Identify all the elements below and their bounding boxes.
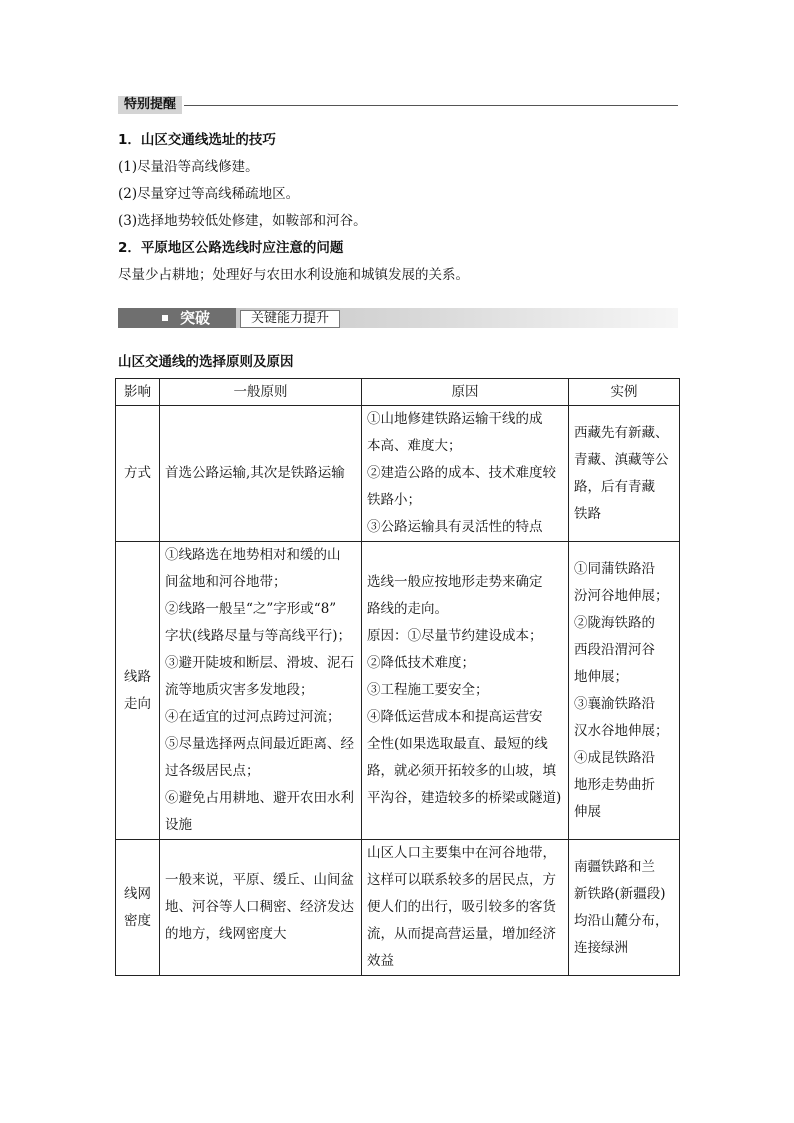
table-caption: 山区交通线的选择原则及原因	[118, 354, 294, 370]
cell-line: 新铁路(新疆段)	[574, 885, 666, 902]
example-cell	[569, 840, 680, 976]
cell-line: ①同蒲铁路沿	[574, 560, 655, 577]
tip-content	[118, 127, 688, 289]
cell-line: 这样可以联系较多的居民点，方	[367, 872, 556, 888]
tip-line: (2)尽量穿过等高线稀疏地区。	[118, 186, 300, 202]
cell-line: 青藏、滇藏等公	[574, 451, 669, 468]
cell-line: 地伸展；	[574, 668, 628, 685]
cell-line: ②降低技术难度；	[367, 655, 475, 671]
cell-line: 本高、难度大；	[367, 438, 462, 454]
cell-line: 西藏先有新藏、	[574, 424, 669, 441]
cell-line: 走向	[124, 695, 151, 712]
table-row	[116, 406, 680, 542]
tip-divider	[184, 105, 678, 106]
table-row	[116, 840, 680, 976]
example-cell	[569, 406, 680, 542]
cell-line: 汾河谷地伸展；	[574, 587, 669, 604]
cell-line: 设施	[165, 817, 192, 833]
cell-line: ③公路运输具有灵活性的特点	[367, 519, 543, 535]
banner-dark-block	[118, 308, 236, 328]
cell-line: 地形走势曲折	[574, 776, 655, 793]
principle-cell	[160, 840, 362, 976]
cell-line: ③避开陡坡和断层、滑坡、泥石	[165, 655, 354, 671]
tip-line: (3)选择地势较低处修建，如鞍部和河谷。	[118, 213, 367, 229]
tip-line: 1．山区交通线选址的技巧	[118, 132, 276, 148]
cell-line: ②线路一般呈“之”字形或“8”	[165, 601, 337, 617]
banner-subtitle: 关键能力提升	[240, 310, 340, 328]
tip-line: (1)尽量沿等高线修建。	[118, 159, 259, 175]
cell-line: 效益	[367, 953, 394, 969]
cell-line: ⑥避免占用耕地、避开农田水利	[165, 790, 354, 806]
principle-cell	[160, 542, 362, 840]
cell-line: 一般来说，平原、缓丘、山间盆	[165, 872, 354, 888]
cell-line: 流，从而提高营运量，增加经济	[367, 926, 556, 942]
cell-line: 原因：①尽量节约建设成本；	[367, 628, 543, 644]
reason-cell	[362, 406, 569, 542]
factor-cell	[116, 840, 160, 976]
cell-line: ⑤尽量选择两点间最近距离、经	[165, 736, 354, 752]
header-reason: 原因	[362, 379, 569, 406]
cell-line: 字状(线路尽量与等高线平行)；	[165, 628, 352, 644]
cell-line: 地、河谷等人口稠密、经济发达	[165, 899, 354, 915]
header-principle: 一般原则	[160, 379, 362, 406]
tip-line: 2．平原地区公路选线时应注意的问题	[118, 240, 344, 256]
cell-line: 路线的走向。	[367, 601, 448, 617]
cell-line: 山区人口主要集中在河谷地带，	[367, 845, 556, 861]
cell-line: ②建造公路的成本、技术难度较	[367, 465, 556, 481]
factor-cell	[116, 542, 160, 840]
cell-line: 均沿山麓分布，	[574, 912, 669, 929]
cell-line: 伸展	[574, 803, 601, 820]
example-cell	[569, 542, 680, 840]
reason-cell	[362, 542, 569, 840]
cell-line: 的地方，线网密度大	[165, 926, 287, 942]
cell-line: 首选公路运输,其次是铁路运输	[165, 465, 345, 481]
cell-line: 选线一般应按地形走势来确定	[367, 574, 543, 590]
square-bullet-icon	[162, 315, 168, 321]
principles-table	[115, 378, 680, 976]
cell-line: ①线路选在地势相对和缓的山	[165, 547, 341, 563]
header-factor: 影响	[116, 379, 160, 406]
cell-line: 路，后有青藏	[574, 478, 655, 495]
cell-line: 过各级居民点；	[165, 763, 260, 779]
section-banner	[118, 304, 678, 330]
cell-line: 西段沿渭河谷	[574, 641, 655, 658]
factor-cell	[116, 406, 160, 542]
cell-line: 路，就必须开拓较多的山坡，填	[367, 763, 556, 779]
cell-line: 方式	[124, 465, 151, 481]
cell-line: ②陇海铁路的	[574, 614, 655, 631]
cell-line: 南疆铁路和兰	[574, 858, 655, 875]
cell-line: 流等地质灾害多发地段；	[165, 682, 314, 698]
cell-line: 间盆地和河谷地带；	[165, 574, 287, 590]
cell-line: 连接绿洲	[574, 939, 628, 956]
reason-cell	[362, 840, 569, 976]
cell-line: 便人们的出行，吸引较多的客货	[367, 899, 556, 915]
header-example: 实例	[569, 379, 680, 406]
banner-title: 突破	[180, 309, 211, 327]
tip-header	[118, 96, 678, 116]
cell-line: 线路	[124, 668, 151, 685]
cell-line: 铁路	[574, 505, 601, 522]
cell-line: 铁路小；	[367, 492, 421, 508]
cell-line: ④在适宜的过河点跨过河流；	[165, 709, 341, 725]
cell-line: ④降低运营成本和提高运营安	[367, 709, 543, 725]
cell-line: 汉水谷地伸展；	[574, 722, 669, 739]
tip-label: 特别提醒	[118, 96, 182, 114]
tip-line: 尽量少占耕地；处理好与农田水利设施和城镇发展的关系。	[118, 267, 469, 283]
cell-line: 全性(如果选取最直、最短的线	[367, 736, 548, 752]
principle-cell	[160, 406, 362, 542]
cell-line: ④成昆铁路沿	[574, 749, 655, 766]
cell-line: ③工程施工要安全；	[367, 682, 489, 698]
cell-line: ①山地修建铁路运输干线的成	[367, 411, 543, 427]
cell-line: 密度	[124, 912, 151, 929]
cell-line: 平沟谷，建造较多的桥梁或隧道)	[367, 790, 562, 806]
table-header-row	[116, 379, 680, 406]
table-row	[116, 542, 680, 840]
cell-line: ③襄渝铁路沿	[574, 695, 655, 712]
cell-line: 线网	[124, 885, 151, 902]
